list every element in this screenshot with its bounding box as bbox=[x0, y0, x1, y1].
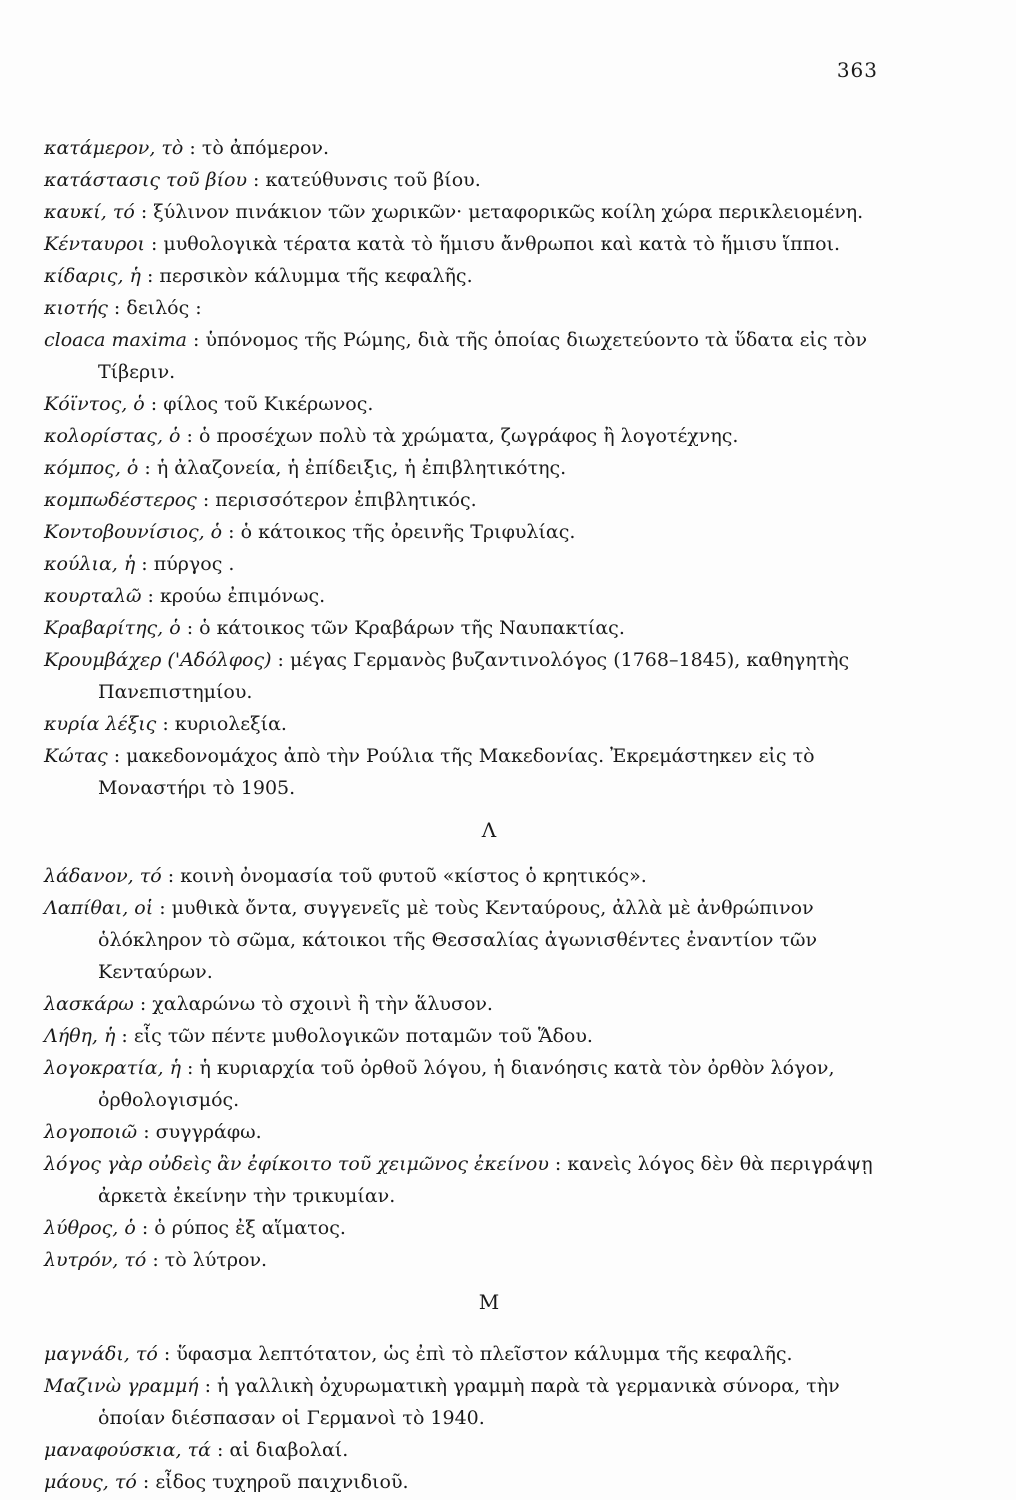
glossary-entry bbox=[44, 1212, 894, 1244]
entry-separator: : bbox=[180, 425, 199, 447]
entry-term: καυκί, τό bbox=[44, 201, 135, 223]
glossary-entry bbox=[44, 612, 894, 644]
entry-term: λυτρόν, τό bbox=[44, 1249, 147, 1271]
entry-term: λάδανον, τό bbox=[44, 865, 162, 887]
glossary-entry bbox=[44, 324, 894, 388]
entry-term: Μαζινὼ γραμμή bbox=[44, 1375, 199, 1397]
glossary-entry bbox=[44, 292, 894, 324]
entry-separator: : bbox=[210, 1439, 230, 1461]
glossary-entry bbox=[44, 1338, 894, 1370]
entry-definition: περσικὸν κάλυμμα τῆς κεφαλῆς. bbox=[159, 265, 473, 287]
section-letter-lambda: Λ bbox=[481, 818, 497, 842]
entry-term: κιοτής bbox=[44, 297, 108, 319]
entry-definition: εἷς τῶν πέντε μυθολογικῶν ποταμῶν τοῦ Ἅδου. bbox=[133, 1025, 593, 1047]
entry-term: μαγνάδι, τό bbox=[44, 1343, 158, 1365]
glossary-entry bbox=[44, 388, 894, 420]
entry-separator: : bbox=[136, 1471, 156, 1493]
entry-term: κατάστασις τοῦ βίου bbox=[44, 169, 248, 191]
entry-term: λύθρος, ὁ bbox=[44, 1217, 136, 1239]
entry-separator: : bbox=[198, 1375, 218, 1397]
entry-term: λογοποιῶ bbox=[44, 1121, 138, 1143]
entry-term: μαναφούσκια, τά bbox=[44, 1439, 211, 1461]
entry-definition: κρούω ἐπιμόνως. bbox=[159, 585, 326, 607]
glossary-entry bbox=[44, 516, 894, 548]
entry-definition: πύργος . bbox=[153, 553, 235, 575]
entry-separator: : bbox=[222, 521, 241, 543]
entry-definition: μυθολογικὰ τέρατα κατὰ τὸ ἥμισυ ἄνθρωποι καὶ κατὰ τὸ ἥμισυ ἵπποι. bbox=[163, 233, 841, 255]
glossary-entry bbox=[44, 132, 894, 164]
entry-separator: : bbox=[141, 585, 160, 607]
page-number: 363 bbox=[836, 58, 878, 82]
entry-term: Κένταυροι bbox=[44, 233, 145, 255]
entry-definition: ξύλινον πινάκιον τῶν χωρικῶν· μεταφορικῶς κοίλη χώρα περικλειομένη. bbox=[153, 201, 864, 223]
entry-separator: : bbox=[271, 649, 290, 671]
entry-definition: φίλος τοῦ Κικέρωνος. bbox=[163, 393, 374, 415]
glossary-entry bbox=[44, 644, 894, 708]
glossary-entry bbox=[44, 580, 894, 612]
entry-separator: : bbox=[247, 169, 266, 191]
glossary-entries bbox=[44, 132, 894, 1498]
entry-term: κίδαρις, ἡ bbox=[44, 265, 141, 287]
glossary-entry bbox=[44, 1116, 894, 1148]
glossary-entry bbox=[44, 452, 894, 484]
entry-separator: : bbox=[133, 993, 153, 1015]
glossary-entry bbox=[44, 228, 894, 260]
entry-definition: κοινὴ ὀνομασία τοῦ φυτοῦ «κίστος ὁ κρητικός». bbox=[180, 865, 647, 887]
entry-term: Κώτας bbox=[44, 745, 108, 767]
entry-definition: ὁ προσέχων πολὺ τὰ χρώματα, ζωγράφος ἢ λογοτέχνης. bbox=[198, 425, 739, 447]
entry-definition: χαλαρώνω τὸ σχοινὶ ἢ τὴν ἅλυσον. bbox=[152, 993, 493, 1015]
glossary-entry bbox=[44, 1148, 894, 1212]
glossary-entry bbox=[44, 260, 894, 292]
section-letter-mu: Μ bbox=[478, 1290, 500, 1314]
entry-term: μάους, τό bbox=[44, 1471, 137, 1493]
entry-definition: ὁ ρύπος ἐξ αἵματος. bbox=[154, 1217, 346, 1239]
entry-term: κολορίστας, ὁ bbox=[44, 425, 181, 447]
glossary-entry bbox=[44, 1020, 894, 1052]
entry-separator: : bbox=[135, 1217, 155, 1239]
entry-term: κούλια, ἡ bbox=[44, 553, 136, 575]
entry-definition: τὸ ἀπόμερον. bbox=[201, 137, 329, 159]
entry-term: κουρταλῶ bbox=[44, 585, 142, 607]
glossary-entry bbox=[44, 860, 894, 892]
entry-term: κόμπος, ὁ bbox=[44, 457, 139, 479]
entry-definition: ἡ γαλλικὴ ὀχυρωματικὴ γραμμὴ παρὰ τὰ γερμανικὰ σύνορα, τὴν ὁποίαν διέσπασαν οἱ Γερμανοὶ τὸ 1940. bbox=[98, 1375, 840, 1429]
glossary-entry bbox=[44, 740, 894, 804]
entry-separator: : bbox=[144, 233, 164, 255]
entry-separator: : bbox=[186, 329, 206, 351]
entry-separator: : bbox=[153, 897, 172, 919]
glossary-entry bbox=[44, 1434, 894, 1466]
glossary-entry bbox=[44, 708, 894, 740]
entry-term: Κραβαρίτης, ὁ bbox=[44, 617, 181, 639]
entry-definition: ὁ κάτοικος τῶν Κραβάρων τῆς Ναυπακτίας. bbox=[199, 617, 625, 639]
glossary-entry bbox=[44, 1466, 894, 1498]
entry-separator: : bbox=[138, 457, 157, 479]
entry-separator: : bbox=[181, 1057, 200, 1079]
glossary-entry bbox=[44, 420, 894, 452]
glossary-entry bbox=[44, 1052, 894, 1116]
entry-definition: κατεύθυνσις τοῦ βίου. bbox=[265, 169, 481, 191]
entry-separator: : bbox=[161, 865, 181, 887]
entry-definition: ὑπόνομος τῆς Ρώμης, διὰ τῆς ὁποίας διωχετεύοντο τὰ ὕδατα εἰς τὸν Τίβεριν. bbox=[98, 329, 868, 383]
entry-term: λογοκρατία, ἡ bbox=[44, 1057, 181, 1079]
glossary-entry bbox=[44, 1370, 894, 1434]
glossary-entry bbox=[44, 892, 894, 988]
entry-separator: : bbox=[183, 137, 202, 159]
entry-separator: : bbox=[135, 553, 154, 575]
entry-definition: κυριολεξία. bbox=[174, 713, 287, 735]
entry-term: Λήθη, ἡ bbox=[44, 1025, 116, 1047]
entry-term: cloaca maxima bbox=[44, 329, 187, 351]
entry-definition: ὕφασμα λεπτότατον, ὡς ἐπὶ τὸ πλεῖστον κάλυμμα τῆς κεφαλῆς. bbox=[176, 1343, 793, 1365]
entry-separator: : bbox=[115, 1025, 134, 1047]
entry-separator: : bbox=[134, 201, 154, 223]
entry-definition: κανεὶς λόγος δὲν θὰ περιγράψῃ ἀρκετὰ ἐκείνην τὴν τρικυμίαν. bbox=[98, 1153, 873, 1207]
entry-separator: : bbox=[144, 393, 164, 415]
entry-definition: συγγράφω. bbox=[155, 1121, 262, 1143]
glossary-entry bbox=[44, 988, 894, 1020]
glossary-entry bbox=[44, 484, 894, 516]
entry-separator: : bbox=[157, 1343, 177, 1365]
entry-separator: : bbox=[107, 297, 127, 319]
glossary-entry bbox=[44, 1244, 894, 1276]
entry-term: λασκάρω bbox=[44, 993, 134, 1015]
entry-term: λόγος γὰρ οὐδεὶς ἂν ἐφίκοιτο τοῦ χειμῶνος ἐκείνου bbox=[44, 1153, 549, 1175]
entry-separator: : bbox=[156, 713, 175, 735]
entry-definition: μέγας Γερμανὸς βυζαντινολόγος (1768–1845), καθηγητὴς Πανεπιστημίου. bbox=[98, 649, 850, 703]
entry-definition: ὁ κάτοικος τῆς ὀρεινῆς Τριφυλίας. bbox=[240, 521, 576, 543]
entry-definition: τὸ λύτρον. bbox=[164, 1249, 268, 1271]
entry-separator: : bbox=[140, 265, 160, 287]
entry-definition: ἡ ἀλαζονεία, ἡ ἐπίδειξις, ἡ ἐπιβλητικότης. bbox=[156, 457, 567, 479]
entry-term: κομπωδέστερος bbox=[44, 489, 197, 511]
entry-separator: : bbox=[180, 617, 200, 639]
entry-separator: : bbox=[107, 745, 127, 767]
entry-definition: ἡ κυριαρχία τοῦ ὀρθοῦ λόγου, ἡ διανόησις κατὰ τὸν ὀρθὸν λόγον, ὀρθολογισμός. bbox=[98, 1057, 835, 1111]
entry-definition: δειλός : bbox=[126, 297, 202, 319]
entry-separator: : bbox=[548, 1153, 568, 1175]
entry-definition: αἱ διαβολαί. bbox=[229, 1439, 349, 1461]
entry-separator: : bbox=[137, 1121, 156, 1143]
entry-term: Κοντοβουνίσιος, ὁ bbox=[44, 521, 223, 543]
entry-separator: : bbox=[196, 489, 216, 511]
entry-definition: μακεδονομάχος ἀπὸ τὴν Ρούλια τῆς Μακεδονίας. Ἐκρεμάστηκεν εἰς τὸ Μοναστήρι τὸ 1905. bbox=[98, 745, 815, 799]
entry-term: κυρία λέξις bbox=[44, 713, 157, 735]
entry-definition: μυθικὰ ὄντα, συγγενεῖς μὲ τοὺς Κενταύρους, ἀλλὰ μὲ ἀνθρώπινον ὁλόκληρον τὸ σῶμα, κάτοικοι τῆς Θεσσαλίας ἀγωνισθέντες ἐναντίον τῶν Κενταύρων. bbox=[98, 897, 817, 983]
entry-definition: περισσότερον ἐπιβλητικός. bbox=[215, 489, 477, 511]
glossary-entry bbox=[44, 164, 894, 196]
entry-term: Κόϊντος, ὁ bbox=[44, 393, 145, 415]
entry-separator: : bbox=[146, 1249, 165, 1271]
entry-term: Λαπίθαι, οἱ bbox=[44, 897, 154, 919]
entry-term: κατάμερον, τὸ bbox=[44, 137, 184, 159]
glossary-entry bbox=[44, 196, 894, 228]
glossary-entry bbox=[44, 548, 894, 580]
entry-definition: εἶδος τυχηροῦ παιχνιδιοῦ. bbox=[155, 1471, 409, 1493]
entry-term: Κρουμβάχερ ('Αδόλφος) bbox=[44, 649, 272, 671]
